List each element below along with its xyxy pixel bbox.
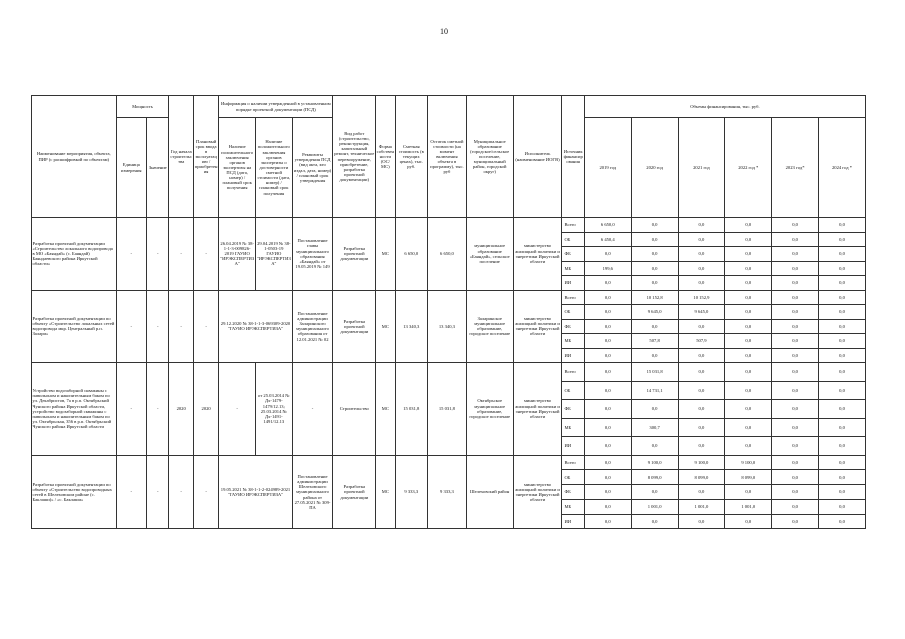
funding-value: 0,0 (725, 400, 772, 419)
header-executor: Исполнитель (наименование ИОГВ) (513, 96, 562, 218)
funding-value: 0,0 (819, 381, 866, 400)
funding-value: 0,0 (725, 348, 772, 363)
funding-value: 8 099,0 (631, 470, 678, 485)
funding-value: 9 100,0 (631, 455, 678, 470)
funding-value: 0,0 (772, 319, 819, 334)
funding-value: 0,0 (725, 261, 772, 276)
row-municipality: Заларинское муниципальное образование, городское поселение (466, 290, 513, 363)
funding-value: 0,0 (819, 247, 866, 262)
funding-value: 0,0 (631, 276, 678, 291)
funding-source: МБ (562, 261, 584, 276)
row-unit: - (116, 363, 147, 456)
funding-value: 0,0 (584, 305, 631, 320)
header-year-2022: 2022 год * (725, 118, 772, 218)
funding-value: 0,0 (725, 418, 772, 437)
row-value: - (147, 218, 169, 291)
funding-value: 0,0 (772, 232, 819, 247)
header-expert-psd: Наличие положительного заключения органов экспертизы на ПСД (дата, номер) / плановый срок получения (219, 118, 256, 218)
header-est-cost: Сметная стоимость (в текущих ценах), тыс. руб. (395, 96, 428, 218)
funding-value: 1 001,0 (725, 499, 772, 514)
funding-value: 0,0 (819, 363, 866, 382)
row-ownership: МС (376, 455, 395, 529)
funding-value: 9 100,0 (678, 455, 725, 470)
funding-table (31, 95, 866, 529)
row-expert-psd: 19.05.2021 № 38-1-1-2-024989-2021 "ГАУИО ИРЭКСПЕРТИЗА" (219, 455, 292, 529)
funding-value: 0,0 (819, 348, 866, 363)
funding-value: 0,0 (772, 418, 819, 437)
row-year-start: - (169, 218, 193, 291)
funding-value: 0,0 (819, 485, 866, 500)
funding-source: ИИ (562, 437, 584, 456)
table-row (32, 290, 866, 305)
funding-value: 199,6 (584, 261, 631, 276)
funding-value: 0,0 (678, 363, 725, 382)
funding-value: 8 099,0 (678, 470, 725, 485)
row-year-end: - (193, 290, 218, 363)
funding-value: 0,0 (678, 247, 725, 262)
funding-source: МБ (562, 418, 584, 437)
row-approval: Постановление администрации Заларинского муниципального образования от 12.01.2021 № 02 (292, 290, 333, 363)
row-expert-psd: 29.12.2020 № 38-1-1-3-069309-2020 "ГАУИО ИРЭКСПЕРТИЗА" (219, 290, 292, 363)
row-year-end: 2020 (193, 363, 218, 456)
funding-value: 0,0 (631, 261, 678, 276)
funding-value: 0,0 (725, 514, 772, 529)
header-year-2021: 2021 год (678, 118, 725, 218)
row-municipality: Октябрьское муниципальное образование, городское поселение (466, 363, 513, 456)
funding-value: 0,0 (819, 455, 866, 470)
header-value: Значение (147, 118, 169, 218)
funding-value: 8 099,0 (725, 470, 772, 485)
funding-value: 0,0 (725, 485, 772, 500)
header-year-2020: 2020 год (631, 118, 678, 218)
table-row (32, 455, 866, 470)
row-executor: министерство жилищной политики и энергетики Иркутской области (513, 363, 562, 456)
funding-source: МБ (562, 499, 584, 514)
row-executor: министерство жилищной политики и энергетики Иркутской области (513, 218, 562, 291)
table-row (32, 363, 866, 382)
row-ownership: МС (376, 218, 395, 291)
funding-value: 0,0 (819, 514, 866, 529)
funding-value: 0,0 (678, 232, 725, 247)
funding-source: ИИ (562, 514, 584, 529)
row-work-type: Строительство (333, 363, 376, 456)
funding-value: 0,0 (772, 455, 819, 470)
funding-value: 0,0 (725, 247, 772, 262)
funding-value: 6 450,4 (584, 232, 631, 247)
row-est-cost: 13 340,3 (395, 290, 428, 363)
funding-value: 0,0 (819, 218, 866, 233)
funding-value: 0,0 (772, 276, 819, 291)
table-body (32, 218, 866, 529)
row-remaining: 13 340,3 (428, 290, 467, 363)
funding-value: 0,0 (819, 418, 866, 437)
row-ownership: МС (376, 363, 395, 456)
table-row (32, 218, 866, 233)
row-name: Устройство водозаборной скважины с павильоном и накопительным баком по ул. Декабристов, 7а в р.п. Октябрьский Чунского района Иркутской области, устройство водозаборной скважины с павильоном и накопительным баком по ул. Октябрьская, 356 в р.п. Октябрьский Чунского района Иркутской области (32, 363, 117, 456)
funding-value: 0,0 (772, 499, 819, 514)
funding-value: 0,0 (725, 305, 772, 320)
funding-value: 10 152,8 (631, 290, 678, 305)
funding-value: 0,0 (819, 276, 866, 291)
funding-value: 0,0 (584, 319, 631, 334)
row-value: - (147, 290, 169, 363)
funding-source: Всего (562, 218, 584, 233)
row-expert-psd: 26.04.2019 № 38-1-1-3-009826-2019 ГАУИО "ИРЭКСПЕРТИЗА" (219, 218, 256, 291)
funding-value: 0,0 (631, 218, 678, 233)
funding-value: 0,0 (819, 334, 866, 349)
row-approval: Постановление администрации Шелеховского муниципального района от 27.05.2021 № 309-ПА (292, 455, 333, 529)
funding-source: ФБ (562, 485, 584, 500)
funding-value: 0,0 (584, 437, 631, 456)
row-municipality: Шелеховский район (466, 455, 513, 529)
funding-value: 0,0 (819, 232, 866, 247)
row-expert-psd: - (219, 363, 256, 456)
row-year-start: - (169, 290, 193, 363)
funding-source: ИИ (562, 276, 584, 291)
funding-value: 0,0 (678, 418, 725, 437)
funding-value: 0,0 (725, 290, 772, 305)
funding-value: 1 001,0 (631, 499, 678, 514)
row-year-end: - (193, 455, 218, 529)
funding-value: 0,0 (584, 334, 631, 349)
row-est-cost: 6 650,0 (395, 218, 428, 291)
funding-source: ОБ (562, 470, 584, 485)
row-municipality: муниципальное образование «Баяндай», сельское поселение (466, 218, 513, 291)
row-name: Разработка проектной документации по объекту «Строительство водопроводных сетей в Шелеховском районе (с. Баклаши)» / «с. Баклаши» (32, 455, 117, 529)
funding-value: 0,0 (678, 276, 725, 291)
funding-value: 0,0 (819, 437, 866, 456)
funding-value: 15 031,8 (631, 363, 678, 382)
funding-value: 0,0 (584, 381, 631, 400)
funding-value: 507,9 (678, 334, 725, 349)
funding-value: 0,0 (772, 485, 819, 500)
row-year-start: 2020 (169, 363, 193, 456)
row-name: Разработка проектной документации по объекту «Строительство локальных сетей водопровода мкр. Центральный р.п. Залари» (32, 290, 117, 363)
funding-value: 0,0 (725, 218, 772, 233)
header-funding: Объемы финансирования, тыс. руб. (584, 96, 865, 118)
funding-value: 0,0 (584, 276, 631, 291)
header-name: Наименование мероприятия, объекта, ПИР (с расшифровкой по объектам) (32, 96, 117, 218)
funding-value: 0,0 (584, 400, 631, 419)
funding-source: МБ (562, 334, 584, 349)
funding-value: 0,0 (678, 319, 725, 334)
funding-value: 0,0 (678, 261, 725, 276)
row-name: Разработка проектной документации «Строительство локального водопровода в МО «Баяндай» (с. Баяндай) Баяндаевского района Иркутской области» (32, 218, 117, 291)
header-year-2019: 2019 год (584, 118, 631, 218)
funding-value: 0,0 (631, 348, 678, 363)
funding-value: 0,0 (772, 400, 819, 419)
funding-value: 0,0 (725, 276, 772, 291)
funding-value: 0,0 (584, 290, 631, 305)
funding-value: 0,0 (772, 290, 819, 305)
funding-value: 14 731,1 (631, 381, 678, 400)
row-unit: - (116, 290, 147, 363)
funding-source: ОБ (562, 305, 584, 320)
row-expert-cost: 29.04.2019 № 38-1-0503-19 ГАУИО "ИРЭКСПЕРТИЗА" (256, 218, 293, 291)
funding-value: 9 645,0 (678, 305, 725, 320)
row-unit: - (116, 218, 147, 291)
row-year-start: - (169, 455, 193, 529)
header-year-2023: 2023 год* (772, 118, 819, 218)
funding-value: 9 100,0 (725, 455, 772, 470)
funding-source: ИИ (562, 348, 584, 363)
funding-value: 0,0 (772, 348, 819, 363)
funding-value: 0,0 (678, 400, 725, 419)
row-est-cost: 15 031,8 (395, 363, 428, 456)
header-work-type: Вид работ (строительство, реконструкция, капитальный ремонт, техническое перевооружение, приобретение, разработка проектной документации) (333, 96, 376, 218)
funding-value: 0,0 (678, 381, 725, 400)
funding-value: 0,0 (678, 485, 725, 500)
header-info: Информация о наличии утвержденной в установленном порядке проектной документации (ПСД) (219, 96, 333, 118)
funding-value: 0,0 (772, 514, 819, 529)
header-remaining: Остаток сметной стоимости (на момент включения объекта в программу), тыс. руб (428, 96, 467, 218)
funding-source: ФБ (562, 319, 584, 334)
header-source: Источник финансирования (562, 96, 584, 218)
header-year-start: Год начала строительства (169, 96, 193, 218)
funding-source: Всего (562, 455, 584, 470)
row-executor: министерство жилищной политики и энергетики Иркутской области (513, 455, 562, 529)
funding-value: 0,0 (819, 470, 866, 485)
row-work-type: Разработка проектной документации (333, 290, 376, 363)
funding-value: 0,0 (584, 485, 631, 500)
header-ownership: Форма собственности (ОС/МС) (376, 96, 395, 218)
row-remaining: 6 650,0 (428, 218, 467, 291)
row-work-type: Разработка проектной документации (333, 218, 376, 291)
funding-value: 0,0 (772, 363, 819, 382)
funding-source: ОБ (562, 381, 584, 400)
funding-value: 0,0 (631, 319, 678, 334)
row-year-end: - (193, 218, 218, 291)
funding-value: 0,0 (678, 514, 725, 529)
funding-value: 10 152,9 (678, 290, 725, 305)
row-unit: - (116, 455, 147, 529)
funding-value: 0,0 (584, 514, 631, 529)
funding-value: 0,0 (772, 470, 819, 485)
funding-value: 0,0 (725, 437, 772, 456)
row-ownership: МС (376, 290, 395, 363)
row-remaining: 9 333,3 (428, 455, 467, 529)
funding-value: 0,0 (584, 470, 631, 485)
row-approval: Постановление главы муниципального образования «Баяндай» от 19.05.2019 № 149 (292, 218, 333, 291)
row-est-cost: 9 333,3 (395, 455, 428, 529)
funding-value: 0,0 (584, 247, 631, 262)
funding-value: 0,0 (678, 218, 725, 233)
funding-value: 0,0 (678, 437, 725, 456)
funding-value: 0,0 (772, 247, 819, 262)
funding-value: 0,0 (631, 437, 678, 456)
funding-value: 0,0 (772, 381, 819, 400)
funding-value: 0,0 (819, 319, 866, 334)
funding-source: ФБ (562, 400, 584, 419)
funding-source: Всего (562, 290, 584, 305)
funding-value: 0,0 (725, 334, 772, 349)
funding-value: 0,0 (725, 319, 772, 334)
funding-value: 0,0 (772, 218, 819, 233)
row-approval: - (292, 363, 333, 456)
header-capacity: Мощность (116, 96, 169, 118)
funding-value: 0,0 (772, 334, 819, 349)
funding-value: 0,0 (584, 363, 631, 382)
funding-value: 0,0 (819, 261, 866, 276)
funding-value: 300,7 (631, 418, 678, 437)
funding-value: 1 001,0 (678, 499, 725, 514)
funding-value: 0,0 (584, 418, 631, 437)
funding-value: 0,0 (819, 499, 866, 514)
funding-value: 0,0 (725, 232, 772, 247)
funding-value: 0,0 (725, 363, 772, 382)
funding-value: 0,0 (819, 290, 866, 305)
funding-value: 0,0 (772, 261, 819, 276)
funding-value: 0,0 (678, 348, 725, 363)
funding-value: 0,0 (772, 305, 819, 320)
row-remaining: 15 031,8 (428, 363, 467, 456)
funding-value: 0,0 (584, 348, 631, 363)
header-unit: Единица измерения (116, 118, 147, 218)
header-expert-cost: Наличие положительного заключения органов экспертизы о достоверности сметной стоимости (дата, номер) / плановый срок получения (256, 118, 293, 218)
header-year-2024: 2024 год * (819, 118, 866, 218)
row-work-type: Разработка проектной документации (333, 455, 376, 529)
row-value: - (147, 363, 169, 456)
row-expert-cost: от 25.03.2014 № Дх-1479-1479/12.13; 25.03.2014 № Дх-1491-1491/12.13 (256, 363, 293, 456)
row-value: - (147, 455, 169, 529)
header-approval: Реквизиты утверждения ПСД (вид акта, кто издал, дата, номер) / плановый срок утверждения (292, 118, 333, 218)
funding-source: ФБ (562, 247, 584, 262)
funding-value: 0,0 (584, 455, 631, 470)
row-executor: министерство жилищной политики и энергетики Иркутской области (513, 290, 562, 363)
funding-value: 0,0 (631, 400, 678, 419)
funding-value: 0,0 (584, 499, 631, 514)
funding-value: 0,0 (819, 305, 866, 320)
funding-value: 0,0 (631, 247, 678, 262)
header-year-end: Плановый срок ввода в эксплуатацию / приобретения (193, 96, 218, 218)
funding-value: 0,0 (631, 485, 678, 500)
funding-source: ОБ (562, 232, 584, 247)
funding-value: 9 645,0 (631, 305, 678, 320)
header-municipality: Муниципальное образование (городское/сельское поселение, муниципальный район, городской округ) (466, 96, 513, 218)
funding-value: 0,0 (725, 381, 772, 400)
funding-value: 6 650,0 (584, 218, 631, 233)
page-number: 10 (440, 27, 448, 36)
funding-source: Всего (562, 363, 584, 382)
funding-value: 0,0 (631, 232, 678, 247)
funding-value: 0,0 (819, 400, 866, 419)
funding-value: 507,8 (631, 334, 678, 349)
funding-value: 0,0 (631, 514, 678, 529)
funding-value: 0,0 (772, 437, 819, 456)
